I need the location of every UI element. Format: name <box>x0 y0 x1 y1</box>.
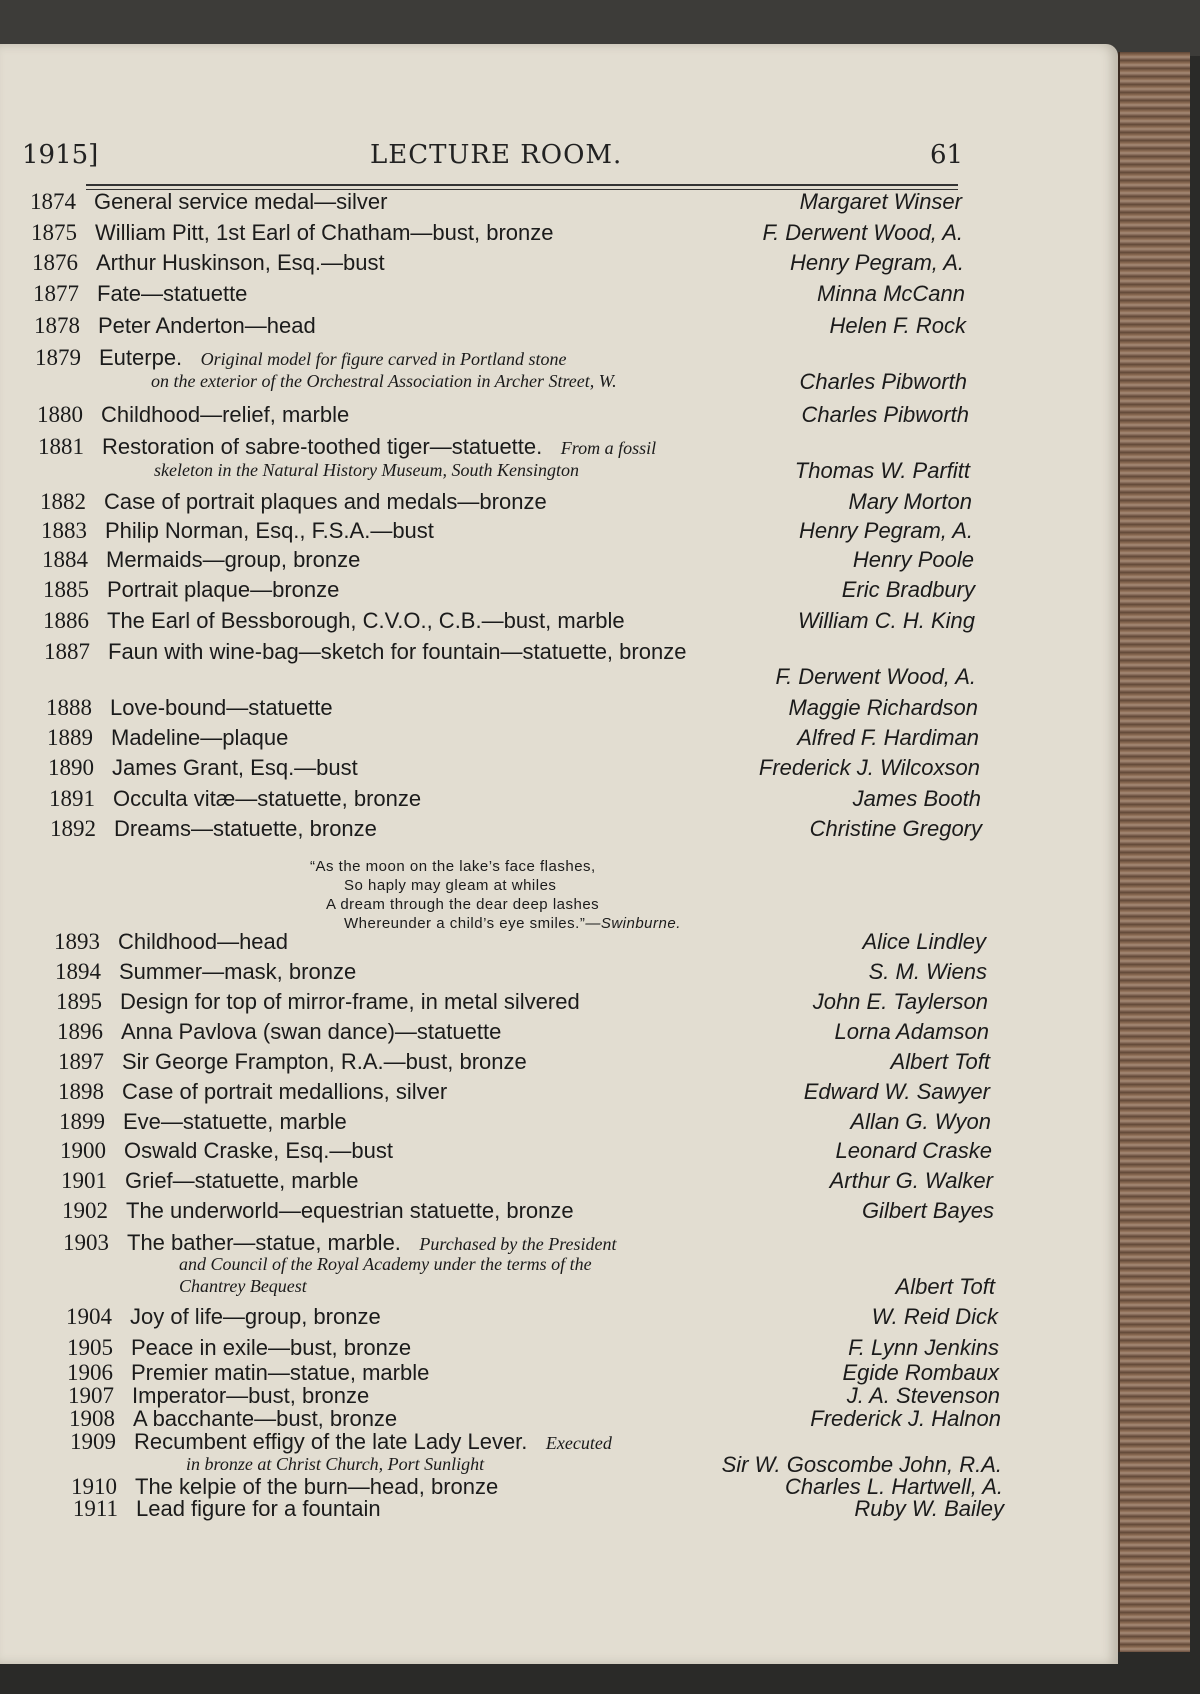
entry-title <box>130 1304 381 1330</box>
entry-title-text: Anna Pavlova (swan dance)—statuette <box>121 1019 502 1044</box>
entry-title <box>121 1019 501 1045</box>
entry-title <box>120 989 580 1015</box>
entry-title <box>124 1138 393 1164</box>
entry-title <box>99 345 566 371</box>
entry-title-text: Euterpe. <box>99 345 183 370</box>
entry-title <box>98 313 316 339</box>
entry-artist: Eric Bradbury <box>841 577 975 602</box>
entry-number: 1908 <box>69 1406 115 1431</box>
entry-title-text: Occulta vitæ—statuette, bronze <box>113 786 422 811</box>
entry-title-text: General service medal—silver <box>94 189 388 214</box>
entry-title-text: Premier matin—statue, marble <box>131 1360 430 1385</box>
entry-artist: James Booth <box>852 786 981 811</box>
entry-title <box>131 1335 411 1361</box>
entry-artist: W. Reid Dick <box>871 1304 998 1329</box>
entry-number: 1905 <box>67 1335 113 1360</box>
entry-artist: Lorna Adamson <box>834 1019 989 1044</box>
entry-artist: Mary Morton <box>848 489 972 514</box>
entry-title-text: Mermaids—group, bronze <box>106 547 361 572</box>
entry-title-text: A bacchante—bust, bronze <box>133 1406 398 1431</box>
entry-artist: Thomas W. Parfitt <box>794 458 970 483</box>
entry-number: 1894 <box>55 959 101 984</box>
entry-artist: Henry Pegram, A. <box>798 518 973 543</box>
entry-number: 1901 <box>61 1168 107 1193</box>
entry-title-text: The kelpie of the burn—head, bronze <box>135 1474 499 1499</box>
entry-number: 1883 <box>41 518 87 543</box>
poem-line: “As the moon on the lake’s face flashes, <box>310 858 596 875</box>
entry-note: Executed <box>541 1433 612 1453</box>
entry-title-text: Case of portrait plaques and medals—bronze <box>104 489 547 514</box>
entry-title <box>112 755 358 781</box>
entry-title <box>126 1198 574 1224</box>
entry-title <box>111 725 288 751</box>
entry-title <box>106 547 360 573</box>
entry-title-text: Peter Anderton—head <box>98 313 316 338</box>
entry-title-text: Arthur Huskinson, Esq.—bust <box>96 250 385 275</box>
entry-title-text: James Grant, Esq.—bust <box>112 755 358 780</box>
entry-artist: Christine Gregory <box>809 816 982 841</box>
entry-artist: Allan G. Wyon <box>850 1109 991 1134</box>
page-number: 61 <box>930 140 964 170</box>
header-rule <box>86 184 958 186</box>
entry-title-text: Childhood—relief, marble <box>101 402 350 427</box>
entry-title <box>113 786 421 812</box>
entry-artist: F. Lynn Jenkins <box>848 1335 999 1360</box>
entry-title <box>108 639 686 665</box>
entry-number: 1902 <box>62 1198 108 1223</box>
entry-title <box>107 577 339 603</box>
entry-number: 1906 <box>67 1360 113 1385</box>
entry-number: 1876 <box>32 250 78 275</box>
entry-title-text: The underworld—equestrian statuette, bronze <box>126 1198 574 1223</box>
entry-artist: Sir W. Goscombe John, R.A. <box>721 1452 1002 1477</box>
entry-artist: F. Derwent Wood, A. <box>775 664 976 689</box>
entry-artist: Alfred F. Hardiman <box>797 725 979 750</box>
entry-artist: John E. Taylerson <box>812 989 988 1014</box>
entry-number: 1875 <box>31 220 77 245</box>
entry-number: 1881 <box>38 434 84 459</box>
entry-artist: Minna McCann <box>817 281 965 306</box>
entry-title-text: Summer—mask, bronze <box>119 959 357 984</box>
entry-number: 1893 <box>54 929 100 954</box>
entry-title-text: Faun with wine-bag—sketch for fountain—statuette, bronze <box>108 639 687 664</box>
entry-artist: Albert Toft <box>890 1049 990 1074</box>
entry-number: 1877 <box>33 281 79 306</box>
entry-artist: Charles L. Hartwell, A. <box>784 1474 1003 1499</box>
entry-title <box>119 959 356 985</box>
entry-title-text: Joy of life—group, bronze <box>130 1304 381 1329</box>
entry-title-text: Imperator—bust, bronze <box>132 1383 370 1408</box>
entry-artist: S. M. Wiens <box>868 959 987 984</box>
entry-number: 1891 <box>49 786 95 811</box>
entry-number: 1896 <box>57 1019 103 1044</box>
entry-artist: Gilbert Bayes <box>861 1198 994 1223</box>
entry-title <box>122 1049 527 1075</box>
entry-subtext: skeleton in the Natural History Museum, South Kensington <box>154 460 579 480</box>
entry-number: 1879 <box>35 345 81 370</box>
header-year: 1915] <box>22 140 99 170</box>
entry-number: 1878 <box>34 313 80 338</box>
entry-title <box>107 608 625 634</box>
entry-title-text: Eve—statuette, marble <box>123 1109 347 1134</box>
entry-number: 1882 <box>40 489 86 514</box>
entry-artist: Helen F. Rock <box>829 313 966 338</box>
entry-subtext: in bronze at Christ Church, Port Sunlight <box>186 1454 485 1474</box>
entry-number: 1904 <box>66 1304 112 1329</box>
entry-title-text: Case of portrait medallions, silver <box>122 1079 448 1104</box>
entry-artist: Albert Toft <box>895 1274 995 1299</box>
entry-number: 1900 <box>60 1138 106 1163</box>
entry-artist: Frederick J. Halnon <box>810 1406 1001 1431</box>
entry-title-text: Philip Norman, Esq., F.S.A.—bust <box>105 518 434 543</box>
page-title: LECTURE ROOM. <box>370 140 623 170</box>
poem-attribution: —Swinburne. <box>585 915 681 932</box>
entry-note: From a fossil <box>556 438 657 458</box>
entry-title <box>122 1079 447 1105</box>
entry-title <box>118 929 288 955</box>
entry-title-text: The bather—statue, marble. <box>127 1230 401 1255</box>
entry-number: 1884 <box>42 547 88 572</box>
entry-artist: William C. H. King <box>797 608 975 633</box>
poem-line: So haply may gleam at whiles <box>344 877 557 894</box>
entry-title-text: Sir George Frampton, R.A.—bust, bronze <box>122 1049 527 1074</box>
entry-artist: Charles Pibworth <box>799 369 967 394</box>
entry-artist: Maggie Richardson <box>788 695 978 720</box>
entry-title-text: Dreams—statuette, bronze <box>114 816 377 841</box>
entry-title-text: Recumbent effigy of the late Lady Lever. <box>134 1429 528 1454</box>
entry-title <box>114 816 377 842</box>
entry-title <box>136 1496 381 1522</box>
entry-artist: Leonard Craske <box>835 1138 992 1163</box>
entry-number: 1880 <box>37 402 83 427</box>
entry-title-text: Fate—statuette <box>97 281 248 306</box>
entry-note: Purchased by the President <box>414 1234 617 1254</box>
poem-line: Whereunder a child’s eye smiles.”—Swinburne. <box>344 915 681 932</box>
entry-title <box>104 489 547 515</box>
entry-title-text: The Earl of Bessborough, C.V.O., C.B.—bust, marble <box>107 608 625 633</box>
entry-note: Original model for figure carved in Portland stone <box>196 349 567 369</box>
entry-title-text: Restoration of sabre-toothed tiger—statuette. <box>102 434 543 459</box>
entry-title <box>96 250 385 276</box>
entry-number: 1892 <box>50 816 96 841</box>
entry-title <box>105 518 434 544</box>
entry-artist: Ruby W. Bailey <box>854 1496 1004 1521</box>
entry-title-text: Design for top of mirror-frame, in metal silvered <box>120 989 580 1014</box>
entry-artist: Edward W. Sawyer <box>803 1079 990 1104</box>
entry-number: 1911 <box>72 1496 118 1521</box>
entry-subtext: on the exterior of the Orchestral Association in Archer Street, W. <box>151 371 617 391</box>
entry-title-text: William Pitt, 1st Earl of Chatham—bust, bronze <box>95 220 554 245</box>
entry-number: 1895 <box>56 989 102 1014</box>
entry-artist: Arthur G. Walker <box>829 1168 993 1193</box>
entry-number: 1898 <box>58 1079 104 1104</box>
entry-title <box>127 1230 617 1256</box>
entry-title <box>125 1168 359 1194</box>
entry-title-text: Childhood—head <box>118 929 289 954</box>
entry-number: 1897 <box>58 1049 104 1074</box>
entry-title-text: Madeline—plaque <box>111 725 289 750</box>
entry-title <box>102 434 656 460</box>
entry-number: 1907 <box>68 1383 114 1408</box>
entry-title-text: Peace in exile—bust, bronze <box>131 1335 412 1360</box>
page-edges <box>1118 52 1190 1652</box>
entry-number: 1890 <box>48 755 94 780</box>
entry-artist: F. Derwent Wood, A. <box>762 220 963 245</box>
entry-number: 1903 <box>63 1230 109 1255</box>
entry-artist: Henry Pegram, A. <box>789 250 964 275</box>
entry-artist: Margaret Winser <box>799 189 962 214</box>
entry-number: 1888 <box>46 695 92 720</box>
poem-line: A dream through the dear deep lashes <box>326 896 600 913</box>
entry-title <box>97 281 247 307</box>
entry-subtext: and Council of the Royal Academy under the terms of the <box>179 1254 592 1274</box>
entry-artist: Henry Poole <box>852 547 974 572</box>
entry-title-text: Grief—statuette, marble <box>125 1168 359 1193</box>
entry-title <box>134 1429 612 1455</box>
entry-number: 1910 <box>71 1474 117 1499</box>
entry-number: 1899 <box>59 1109 105 1134</box>
entry-title <box>123 1109 347 1135</box>
entry-artist: J. A. Stevenson <box>846 1383 1000 1408</box>
entry-number: 1885 <box>43 577 89 602</box>
entry-title <box>110 695 333 721</box>
entry-title <box>95 220 554 246</box>
entry-number: 1909 <box>70 1429 116 1454</box>
entry-artist: Frederick J. Wilcoxson <box>758 755 980 780</box>
entry-title <box>101 402 349 428</box>
entry-artist: Charles Pibworth <box>801 402 969 427</box>
entry-number: 1887 <box>44 639 90 664</box>
entry-number: 1886 <box>43 608 89 633</box>
entry-title-text: Oswald Craske, Esq.—bust <box>124 1138 393 1163</box>
entry-artist: Alice Lindley <box>862 929 986 954</box>
entry-number: 1889 <box>47 725 93 750</box>
entry-title-text: Portrait plaque—bronze <box>107 577 340 602</box>
entry-title-text: Love-bound—statuette <box>110 695 333 720</box>
entry-title <box>94 189 387 215</box>
entry-title-text: Lead figure for a fountain <box>136 1496 381 1521</box>
running-header <box>0 96 1118 182</box>
entry-artist: Egide Rombaux <box>842 1360 999 1385</box>
entry-number: 1874 <box>30 189 76 214</box>
entry-subtext-2: Chantrey Bequest <box>179 1276 307 1296</box>
